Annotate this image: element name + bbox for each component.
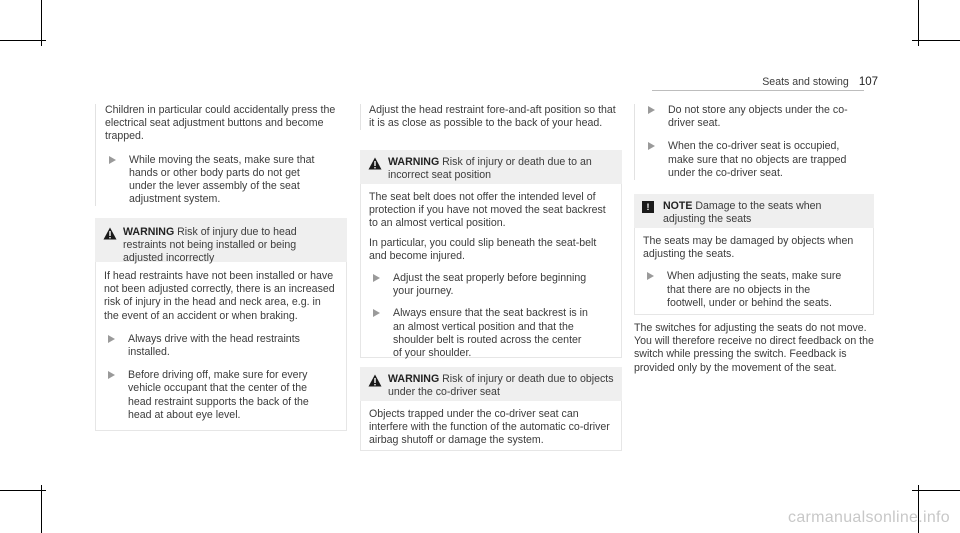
bullet-arrow-icon [108, 371, 115, 379]
col2-intro: Adjust the head restraint fore-and-aft position so that it is as close as possible to the back of your head. [369, 104, 616, 130]
col2-warning2-body [360, 401, 622, 451]
bullet-arrow-icon [648, 142, 655, 150]
col1-bullet: While moving the seats, make sure that hands or other body parts do not get under the lever assembly of the seat adjustment system. [105, 154, 345, 207]
section-title: Seats and stowing [762, 76, 849, 88]
bullet-arrow-icon [109, 156, 116, 164]
col1-warning-body [95, 262, 347, 431]
warning-triangle-icon [368, 374, 382, 387]
col3-note-header [634, 194, 874, 228]
col1-intro: Children in particular could accidentally press the electrical seat adjustment buttons and become trapped. [105, 104, 336, 143]
warning-triangle-icon [103, 227, 117, 240]
warning-heading: Risk of injury or death due to an incorrect seat position [388, 156, 592, 182]
warning-title: WARNING [123, 226, 175, 238]
warning-bullet-1: Adjust the seat properly before beginning your journey. [369, 272, 613, 298]
warning-body-1: The seat belt does not offer the intended level of protection if you have not moved the seat backrest to an almost vertical position. [369, 191, 606, 230]
header-rule [652, 90, 864, 91]
bullet-arrow-icon [108, 335, 115, 343]
bullet-arrow-icon [373, 309, 380, 317]
page-number: 107 [858, 76, 878, 88]
col2-warning1-header [360, 150, 622, 184]
warning-body: Objects trapped under the co-driver seat can interfere with the function of the automatic co-driver airbag shutoff or damage the system. [369, 408, 610, 447]
warning-body-2: In particular, you could slip beneath the seat-belt and become injured. [369, 236, 597, 262]
page-header [762, 76, 878, 88]
col1-text-block [95, 104, 345, 206]
bullet-arrow-icon [373, 274, 380, 282]
watermark-text: carmanualsonline.info [788, 509, 950, 526]
warning-bullet-2: Before driving off, make sure for every vehicle occupant that the center of the head restraint supports the back of the head at about eye level. [104, 369, 338, 422]
warning-triangle-icon [368, 157, 382, 170]
col1-warning-header [95, 218, 347, 265]
warning-heading: Risk of injury or death due to objects under the co-driver seat [388, 373, 614, 399]
bullet-arrow-icon [647, 272, 654, 280]
col3-note-body [634, 228, 874, 315]
col3-bullet-1: Do not store any objects under the co-driver seat. [644, 104, 874, 130]
note-bullet: When adjusting the seats, make sure that there are no objects in the footwell, under or behind the seats. [643, 270, 865, 310]
note-exclamation-icon: ! [642, 201, 654, 213]
warning-title: WARNING [388, 156, 440, 168]
note-body: The seats may be damaged by objects when adjusting the seats. [643, 235, 854, 261]
note-heading: Damage to the seats when adjusting the seats [663, 200, 822, 226]
warning-bullet-1: Always drive with the head restraints installed. [104, 333, 338, 359]
col3-bullet-2: When the co-driver seat is occupied, make sure that no objects are trapped under the co-driver seat. [644, 140, 874, 180]
warning-heading: Risk of injury due to head restraints not being installed or being adjusted incorrectly [123, 226, 297, 265]
warning-bullet-2: Always ensure that the seat backrest is in an almost vertical position and that the shoulder belt is routed across the center of your shoulder. [369, 307, 613, 360]
col3-bullets-block [634, 104, 874, 180]
col2-intro-block [360, 104, 622, 130]
col2-warning1-body [360, 184, 622, 358]
bullet-arrow-icon [648, 106, 655, 114]
col3-outro: The switches for adjusting the seats do not move. You will therefore receive no direct feedback on the switch while pressing the switch. Feedback is provided only by the movement of the seat. [634, 322, 874, 374]
note-title: NOTE [663, 200, 693, 212]
warning-title: WARNING [388, 373, 440, 385]
warning-body: If head restraints have not been installed or have not been adjusted correctly, there is an increased risk of injury in the head and neck area, e.g. in the event of an accident or when braking. [104, 270, 335, 322]
col2-warning2-header [360, 367, 622, 401]
